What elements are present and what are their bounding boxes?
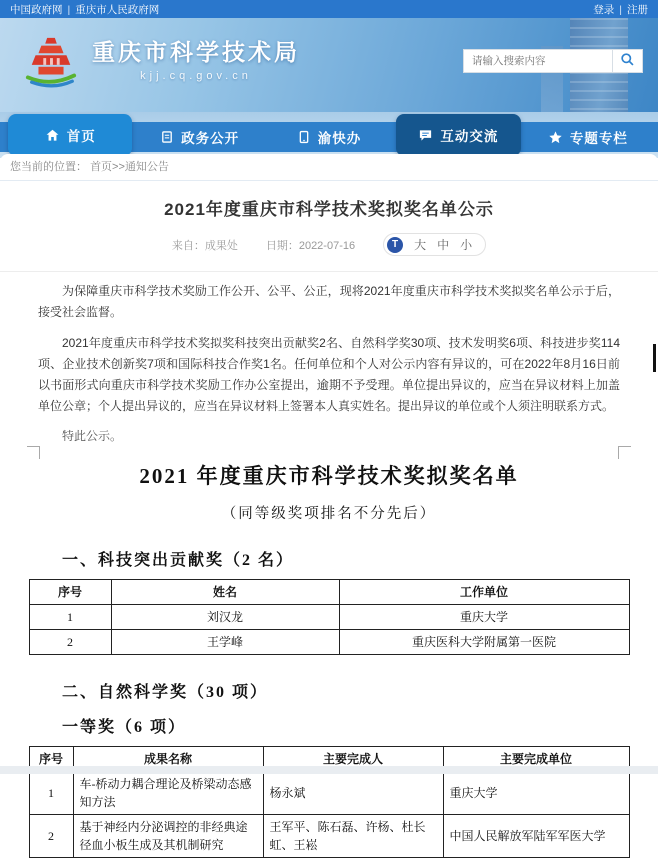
table-cell: 重庆大学 <box>339 605 629 630</box>
table-row <box>29 630 629 655</box>
table-row <box>29 605 629 630</box>
site-domain: kjj.cq.gov.cn <box>140 70 252 82</box>
site-name: 重庆市科学技术局 <box>92 39 300 65</box>
top-left-links <box>10 2 159 17</box>
table-header-cell: 姓名 <box>111 580 339 605</box>
document-sections <box>0 547 658 858</box>
nav-tab-label: 专题专栏 <box>569 131 628 146</box>
table-cell: 杨永斌 <box>263 772 443 815</box>
tablet-icon <box>297 130 311 144</box>
document-subtitle: （同等级奖项排名不分先后） <box>221 506 437 522</box>
table-cell: 重庆医科大学附属第一医院 <box>339 630 629 655</box>
table-cell: 1 <box>29 605 111 630</box>
article-body <box>0 272 658 417</box>
font-size-option-2[interactable]: 小 <box>460 238 473 252</box>
search-icon <box>620 52 635 70</box>
breadcrumb[interactable] <box>0 154 658 181</box>
page-corner-mark <box>27 446 40 459</box>
table-header-cell: 工作单位 <box>339 580 629 605</box>
chat-icon <box>418 128 433 143</box>
table-cell: 王学峰 <box>111 630 339 655</box>
document-title: 2021 年度重庆市科学技术奖拟奖名单 <box>139 464 519 488</box>
document-icon <box>160 130 174 144</box>
bottom-strip <box>0 766 658 774</box>
font-size-option-0[interactable]: 大 <box>414 238 427 252</box>
nav-tab-gov-info[interactable] <box>137 122 261 152</box>
article-date: 日期：2022-07-16 <box>265 239 356 252</box>
breadcrumb-path[interactable]: 首页>>通知公告 <box>90 161 169 173</box>
home-icon <box>45 128 60 143</box>
link-separator: | <box>619 3 622 16</box>
nav-tab-interaction[interactable] <box>396 114 520 156</box>
article-source: 来自：成果处 <box>171 239 238 252</box>
table-header-cell: 主要完成人 <box>263 747 443 772</box>
top-strip <box>0 0 658 18</box>
nav-tab-label: 渝快办 <box>317 131 362 146</box>
search-bar <box>463 49 643 73</box>
article-paragraph-1: 2021年度重庆市科学技术奖拟奖科技突出贡献奖2名、自然科学奖30项、技术发明奖6项、科技进步奖114项、企业技术创新奖7项和国际科技合作奖1名。任何单位和个人对公示内容有异议的，可在2022年8月16日前以书面形式向重庆市科学技术奖励工作办公室提出，逾期不予受理。单位提出异议的，应当在异议材料上加盖单位公章；个人提出异议的，应当在异议材料上签署本人真实姓名。提出异议的单位或个人须注明联系方式。 <box>38 336 620 413</box>
clipped-text-line: 特此公示。 <box>62 429 123 443</box>
table-row <box>29 772 629 815</box>
award-table-1 <box>29 746 630 858</box>
document-preview <box>0 446 658 858</box>
table-cell: 刘汉龙 <box>111 605 339 630</box>
breadcrumb-prefix: 您当前的位置： <box>10 161 87 173</box>
site-logo-icon <box>24 34 78 93</box>
nav-tab-label: 政务公开 <box>181 131 240 146</box>
top-right-links <box>593 2 648 17</box>
table-cell: 王军平、陈石磊、许杨、杜长虹、王崧 <box>263 815 443 858</box>
section-heading-0: 一、科技突出贡献奖（2 名） <box>62 552 295 569</box>
table-cell: 车-桥动力耦合理论及桥梁动态感知方法 <box>73 772 263 815</box>
scrollbar-thumb[interactable] <box>653 344 656 372</box>
article-paragraph-0: 为保障重庆市科学技术奖励工作公开、公平、公正，现将2021年度重庆市科学技术奖拟奖名单公示于后，接受社会监督。 <box>38 284 620 319</box>
page-corner-mark <box>618 446 631 459</box>
star-icon <box>548 130 563 145</box>
table-header-cell: 成果名称 <box>73 747 263 772</box>
nav-tab-yukuaiban[interactable] <box>267 122 391 152</box>
nav-tab-special[interactable] <box>526 122 650 152</box>
table-cell: 2 <box>29 815 73 858</box>
font-size-options <box>414 236 472 253</box>
table-header-cell: 序号 <box>29 580 111 605</box>
top-link-1[interactable]: 重庆市人民政府网 <box>75 3 160 16</box>
table-cell: 中国人民解放军陆军军医大学 <box>443 815 629 858</box>
table-row <box>29 815 629 858</box>
font-size-option-1[interactable]: 中 <box>437 238 450 252</box>
top-link-0[interactable]: 中国政府网 <box>10 3 63 16</box>
award-table-0 <box>29 579 630 655</box>
site-banner <box>0 18 658 112</box>
font-size-icon[interactable]: T <box>387 237 403 253</box>
nav-tab-home[interactable] <box>8 114 132 156</box>
account-link-1[interactable]: 注册 <box>627 3 648 16</box>
main-nav <box>8 112 650 158</box>
nav-zone <box>0 112 658 158</box>
font-size-control <box>383 233 486 256</box>
account-link-0[interactable]: 登录 <box>593 3 615 16</box>
link-separator: | <box>67 3 71 16</box>
article-meta <box>0 233 658 256</box>
table-cell: 2 <box>29 630 111 655</box>
nav-tab-label: 互动交流 <box>440 129 499 144</box>
section-subheading-1: 一等奖（6 项） <box>62 719 187 736</box>
table-header-cell: 序号 <box>29 747 73 772</box>
search-input[interactable] <box>463 49 612 73</box>
article-title: 2021年度重庆市科学技术奖拟奖名单公示 <box>164 200 494 219</box>
nav-tab-label: 首页 <box>66 129 96 144</box>
table-cell: 基于神经内分泌调控的非经典途径血小板生成及其机制研究 <box>73 815 263 858</box>
search-button[interactable] <box>612 49 643 73</box>
table-cell: 重庆大学 <box>443 772 629 815</box>
content-card <box>0 154 658 858</box>
table-header-cell: 主要完成单位 <box>443 747 629 772</box>
table-cell: 1 <box>29 772 73 815</box>
section-heading-1: 二、自然科学奖（30 项） <box>62 684 269 701</box>
